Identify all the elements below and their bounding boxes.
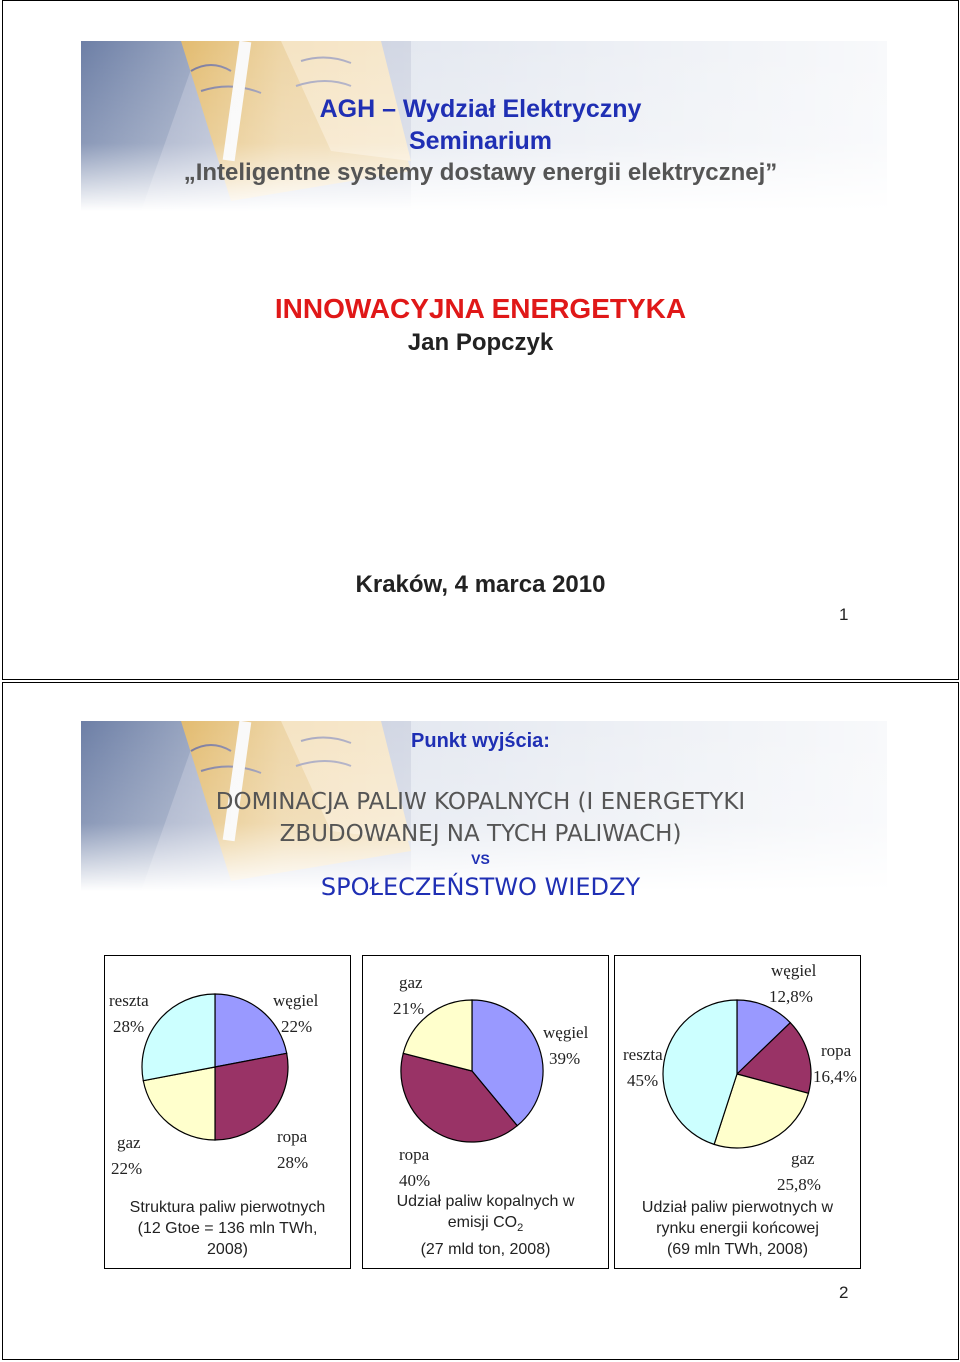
slide-heading: Punkt wyjścia: [411,730,550,752]
caption-line: (12 Gtoe = 136 mln TWh, [137,1220,318,1237]
label-reszta-value: 45% [627,1071,659,1090]
title-line-3: SPOŁECZEŃSTWO WIEDZY [320,873,641,901]
svg-text:ropa40% [399,1145,430,1190]
place-date: Kraków, 4 marca 2010 [355,571,606,598]
main-title: INNOWACYJNA ENERGETYKA [274,293,687,324]
label-gaz-name: gaz [791,1149,815,1168]
label-reszta-value: 28% [113,1017,145,1036]
chart-co2-emissions [362,955,609,1269]
vs-label: VS [471,851,490,867]
label-ropa-value: 16,4% [813,1067,857,1086]
caption-line [363,1212,608,1239]
label-reszta-name: reszta [109,991,149,1010]
chart-caption [105,1197,350,1260]
label-ropa-name: ropa [277,1127,308,1146]
label-ropa-value: 40% [399,1171,431,1190]
caption-line: Udział paliw pierwotnych w [641,1199,834,1216]
label-wegiel-name: węgiel [273,991,319,1010]
svg-text:węgiel22% [273,991,319,1036]
pie-slice-reszta [142,994,215,1081]
title-line-1: DOMINACJA PALIW KOPALNYCH (I ENERGETYKI [215,789,746,815]
label-wegiel-value: 12,8% [769,987,813,1006]
svg-text:węgiel12,8% [769,961,817,1006]
label-wegiel-name: węgiel [543,1023,589,1042]
label-gaz-value: 25,8% [777,1175,821,1194]
label-wegiel-value: 22% [281,1017,313,1036]
author: Jan Popczyk [407,329,554,356]
slide-1 [2,0,959,680]
svg-text:węgiel39% [543,1023,589,1068]
label-reszta-name: reszta [623,1045,663,1064]
chart-caption [363,1191,608,1260]
svg-text:ropa16,4% [813,1041,857,1086]
chart-primary-fuels [104,955,351,1269]
caption-line: Udział paliw kopalnych w [396,1192,575,1210]
svg-text:gaz25,8% [777,1149,821,1194]
caption-line: Struktura paliw pierwotnych [129,1199,326,1216]
caption-line: rynku energii końcowej [656,1220,819,1237]
page-number: 1 [839,605,849,624]
page-number: 2 [839,1283,849,1302]
label-wegiel-value: 39% [549,1049,581,1068]
chart-final-energy-market [614,955,861,1269]
label-gaz-name: gaz [399,973,423,992]
svg-text:gaz22% [111,1133,142,1178]
label-gaz-name: gaz [117,1133,141,1152]
svg-text:reszta28% [109,991,149,1036]
seminar-label: Seminarium [408,127,553,155]
label-wegiel-name: węgiel [771,961,817,980]
label-ropa-name: ropa [821,1041,852,1060]
svg-text:ropa28% [277,1127,308,1172]
label-gaz-value: 21% [393,999,425,1018]
org-title: AGH – Wydział Elektryczny [319,95,642,123]
svg-text:reszta45% [623,1045,663,1090]
label-gaz-value: 22% [111,1159,143,1178]
label-ropa-value: 28% [277,1153,309,1172]
caption-line: (27 mld ton, 2008) [420,1241,551,1258]
caption-line: (69 mln TWh, 2008) [666,1241,809,1258]
slide-2 [2,682,959,1360]
caption-co2: emisji CO [447,1213,518,1231]
chart-caption [615,1197,860,1260]
caption-subscript: 2 [517,1222,524,1234]
caption-line: 2008) [207,1241,248,1258]
label-ropa-name: ropa [399,1145,430,1164]
svg-text:gaz21% [393,973,424,1018]
seminar-title: „Inteligentne systemy dostawy energii elektrycznej” [183,159,778,186]
title-line-2: ZBUDOWANEJ NA TYCH PALIWACH) [279,821,682,847]
